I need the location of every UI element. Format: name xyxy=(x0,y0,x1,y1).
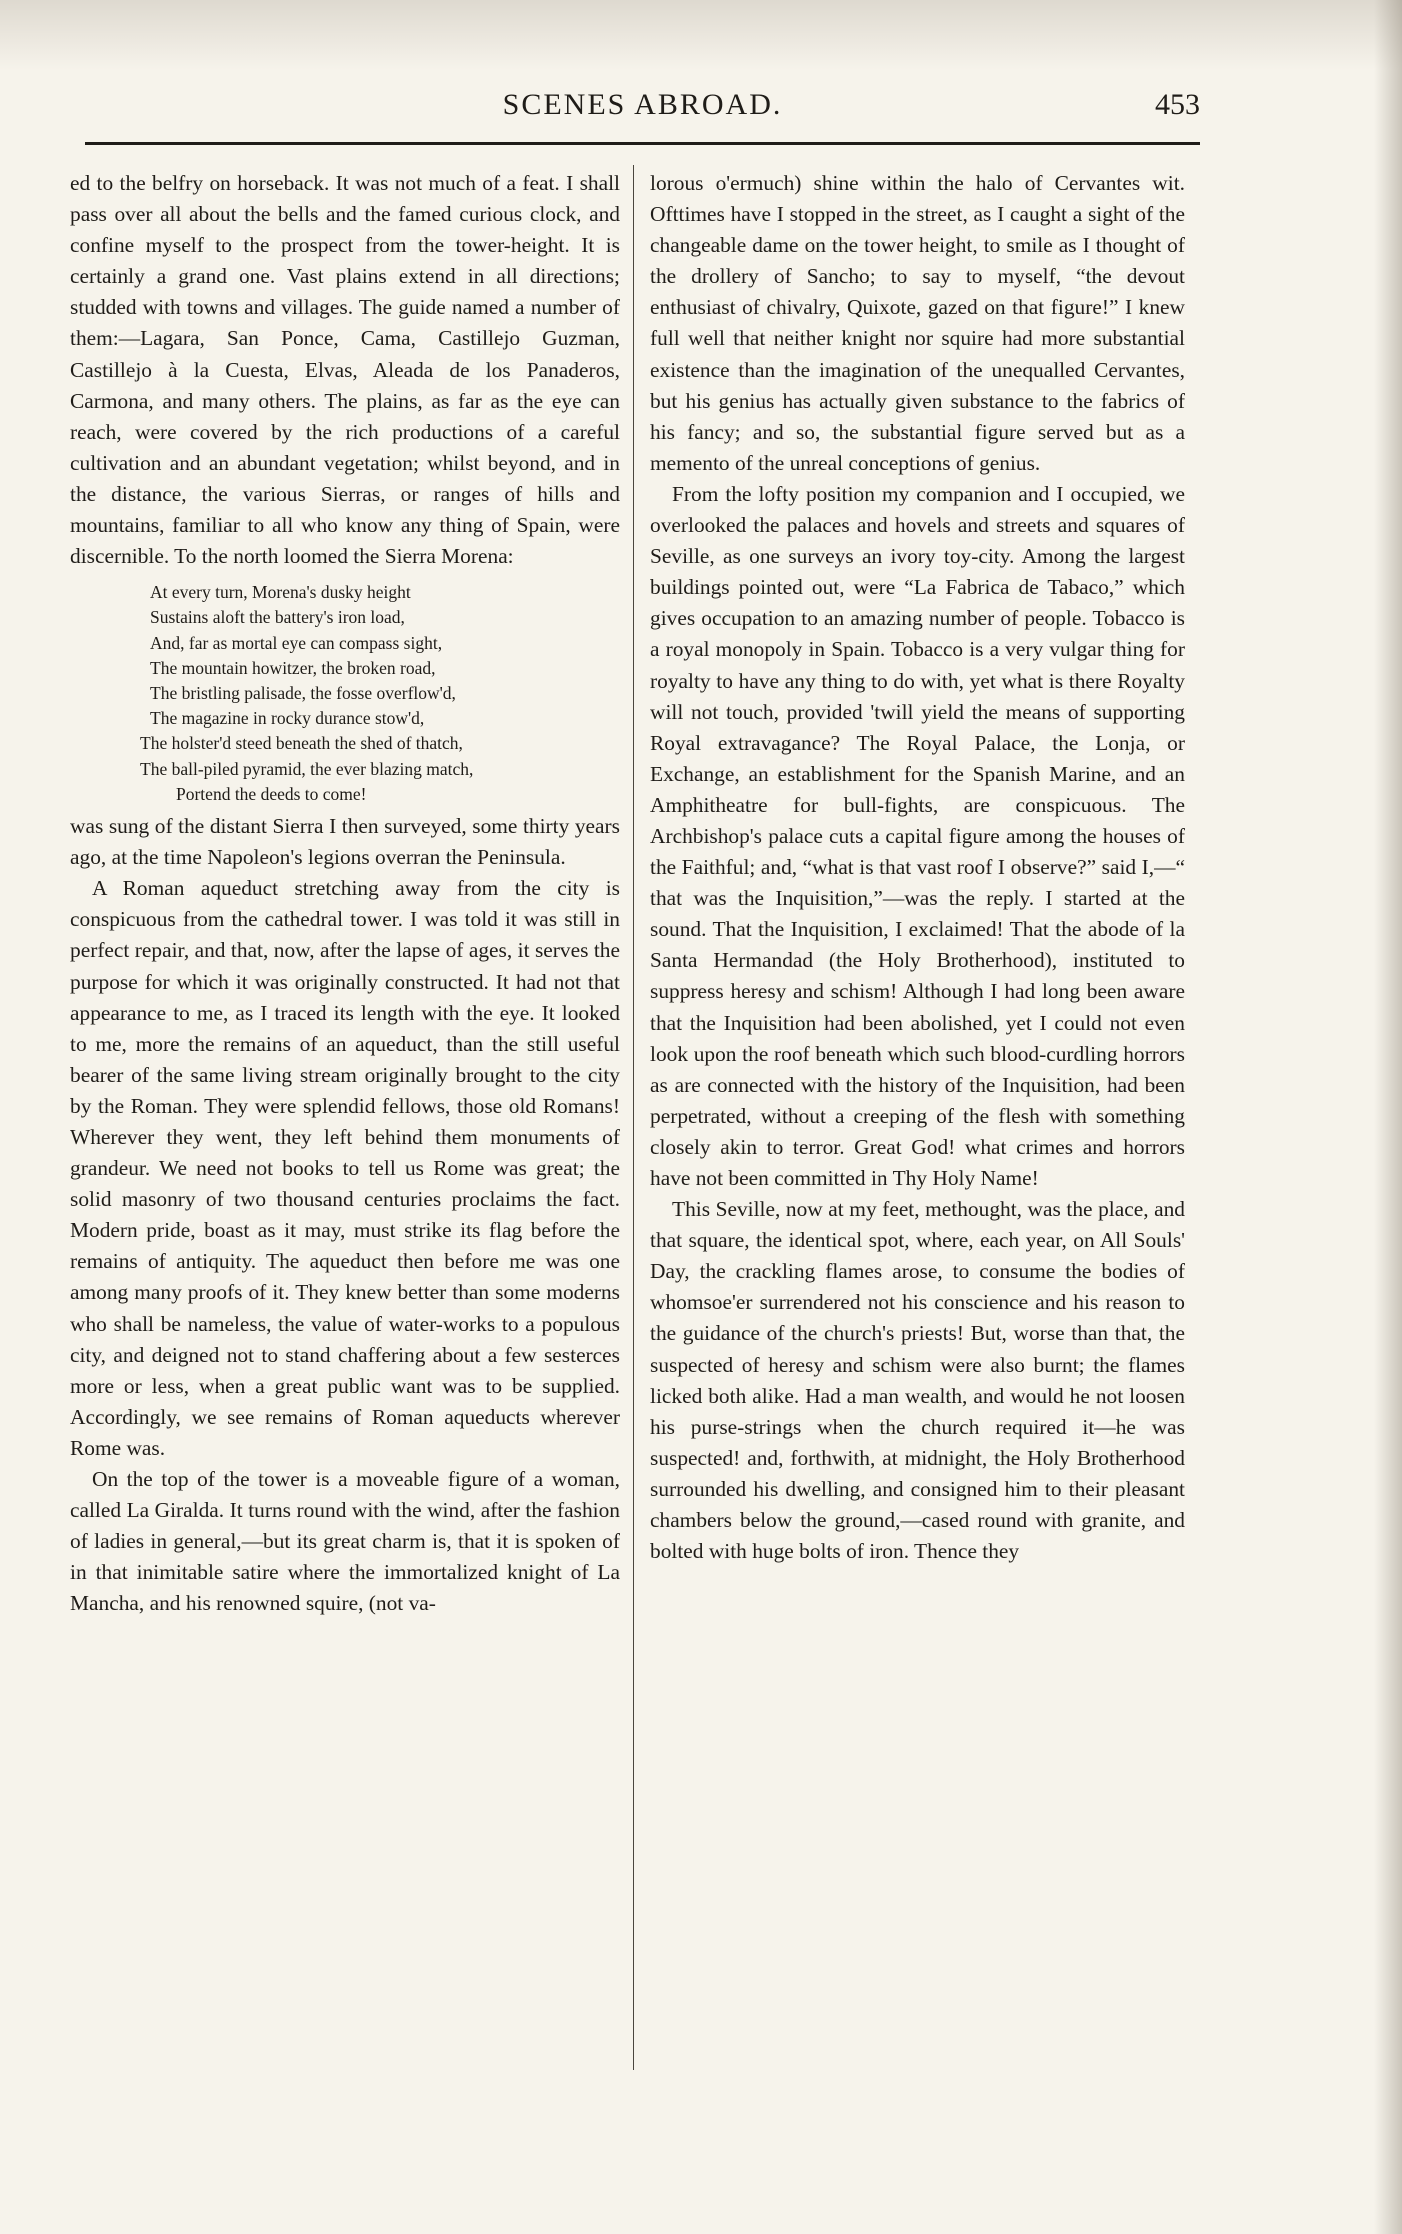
verse-line: The mountain howitzer, the broken road, xyxy=(150,657,436,678)
verse-line: And, far as mortal eye can compass sight, xyxy=(150,632,443,653)
verse-line: Portend the deeds to come! xyxy=(176,783,367,804)
page-gutter-shadow xyxy=(1374,0,1402,2234)
verse-line: At every turn, Morena's dusky height xyxy=(150,582,411,603)
paragraph: lorous o'ermuch) shine within the halo of Cervantes wit. Ofttimes have I stopped in the street, as I caught a sight of the changeable dame on the tower height, to smile as I thought of the drollery of Sancho; to say to myself, “the devout enthusiast of chivalry, Quixote, gazed on that figure!” I knew full well that neither knight nor squire had more substantial existence than the imagination of the unequalled Cervantes, but his genius has actually given substance to the fabrics of his fancy; and so, the substantial figure served but as a memento of the unreal conceptions of genius. xyxy=(650,171,1185,475)
left-column xyxy=(70,168,620,1619)
column-divider xyxy=(633,165,634,2070)
paragraph: A Roman aqueduct stretching away from the city is conspicuous from the cathedral tower. I was told it was still in perfect repair, and that, now, after the lapse of ages, it serves the purpose for which it was originally constructed. It had not that appearance to me, as I traced its length with the eye. It looked to me, more the remains of an aqueduct, than the still useful bearer of the same living stream originally brought to the city by the Roman. They were splendid fellows, those old Romans! Wherever they went, they left behind them monuments of grandeur. We need not books to tell us Rome was great; the solid masonry of two thousand centuries proclaims the fact. Modern pride, boast as it may, must strike its flag before the remains of antiquity. The aqueduct then before me was one among many proofs of it. They knew better than some moderns who shall be nameless, the value of water-works to a populous city, and deigned not to stand chaffering about a few sesterces more or less, when a great public want was to be supplied. Accordingly, we see remains of Roman aqueducts wherever Rome was. xyxy=(70,876,620,1460)
verse-quotation xyxy=(70,580,620,807)
page-header xyxy=(85,88,1200,138)
paragraph: was sung of the distant Sierra I then surveyed, some thirty years ago, at the time Napoleon's legions overran the Peninsula. xyxy=(70,814,620,870)
verse-line: Sustains aloft the battery's iron load, xyxy=(150,607,405,628)
verse-line: The ball-piled pyramid, the ever blazing match, xyxy=(140,758,474,779)
verse-line: The holster'd steed beneath the shed of thatch, xyxy=(140,733,463,754)
page-top-shadow xyxy=(0,0,1402,70)
verse-line: The bristling palisade, the fosse overflow'd, xyxy=(150,683,456,704)
paragraph: ed to the belfry on horseback. It was not much of a feat. I shall pass over all about the bells and the famed curious clock, and confine myself to the prospect from the tower-height. It is certainly a grand one. Vast plains extend in all directions; studded with towns and villages. The guide named a number of them:—Lagara, San Ponce, Cama, Castillejo Guzman, Castillejo à la Cuesta, Elvas, Aleada de los Panaderos, Carmona, and many others. The plains, as far as the eye can reach, were covered by the rich productions of a careful cultivation and an abundant vegetation; whilst beyond, and in the distance, the various Sierras, or ranges of hills and mountains, familiar to all who know any thing of Spain, were discernible. To the north loomed the Sierra Morena: xyxy=(70,171,620,569)
running-head: SCENES ABROAD. xyxy=(502,88,783,121)
paragraph: On the top of the tower is a moveable figure of a woman, called La Giralda. It turns round with the wind, after the fashion of ladies in general,—but its great charm is, that it is spoken of in that inimitable satire where the immortalized knight of La Mancha, and his renowned squire, (not va- xyxy=(70,1467,620,1616)
paragraph: From the lofty position my companion and I occupied, we overlooked the palaces and hovels and streets and squares of Seville, as one surveys an ivory toy-city. Among the largest buildings pointed out, were “La Fabrica de Tabaco,” which gives occupation to an amazing number of people. Tobacco is a royal monopoly in Spain. Tobacco is a very vulgar thing for royalty to have any thing to do with, yet what is there Royalty will not touch, provided 'twill yield the means of supporting Royal extravagance? The Royal Palace, the Lonja, or Exchange, an establishment for the Spanish Marine, and an Amphitheatre for bull-fights, are conspicuous. The Archbishop's palace cuts a capital figure among the houses of the Faithful; and, “what is that vast roof I observe?” said I,—“ that was the Inquisition,”—was the reply. I started at the sound. That the Inquisition, I exclaimed! That the abode of la Santa Hermandad (the Holy Brotherhood), instituted to suppress heresy and schism! Although I had long been aware that the Inquisition had been abolished, yet I could not even look upon the roof beneath which such blood-curdling horrors as are connected with the history of the Inquisition, had been perpetrated, without a creeping of the flesh with something closely akin to terror. Great God! what crimes and horrors have not been committed in Thy Holy Name! xyxy=(650,481,1185,1190)
right-column xyxy=(650,168,1185,1567)
verse-line: The magazine in rocky durance stow'd, xyxy=(150,708,425,729)
header-rule xyxy=(85,142,1200,145)
page-number: 453 xyxy=(1155,88,1200,121)
paragraph: This Seville, now at my feet, methought, was the place, and that square, the identical spot, where, each year, on All Souls' Day, the crackling flames arose, to consume the bodies of whomsoe'er surrendered not his conscience and his reason to the guidance of the church's priests! But, worse than that, the suspected of heresy and schism were also burnt; the flames licked both alike. Had a man wealth, and would he not loosen his purse-strings when the church required it—he was suspected! and, forthwith, at midnight, the Holy Brotherhood surrounded his dwelling, and consigned him to their pleasant chambers below the ground,—cased round with granite, and bolted with huge bolts of iron. Thence they xyxy=(650,1197,1185,1564)
